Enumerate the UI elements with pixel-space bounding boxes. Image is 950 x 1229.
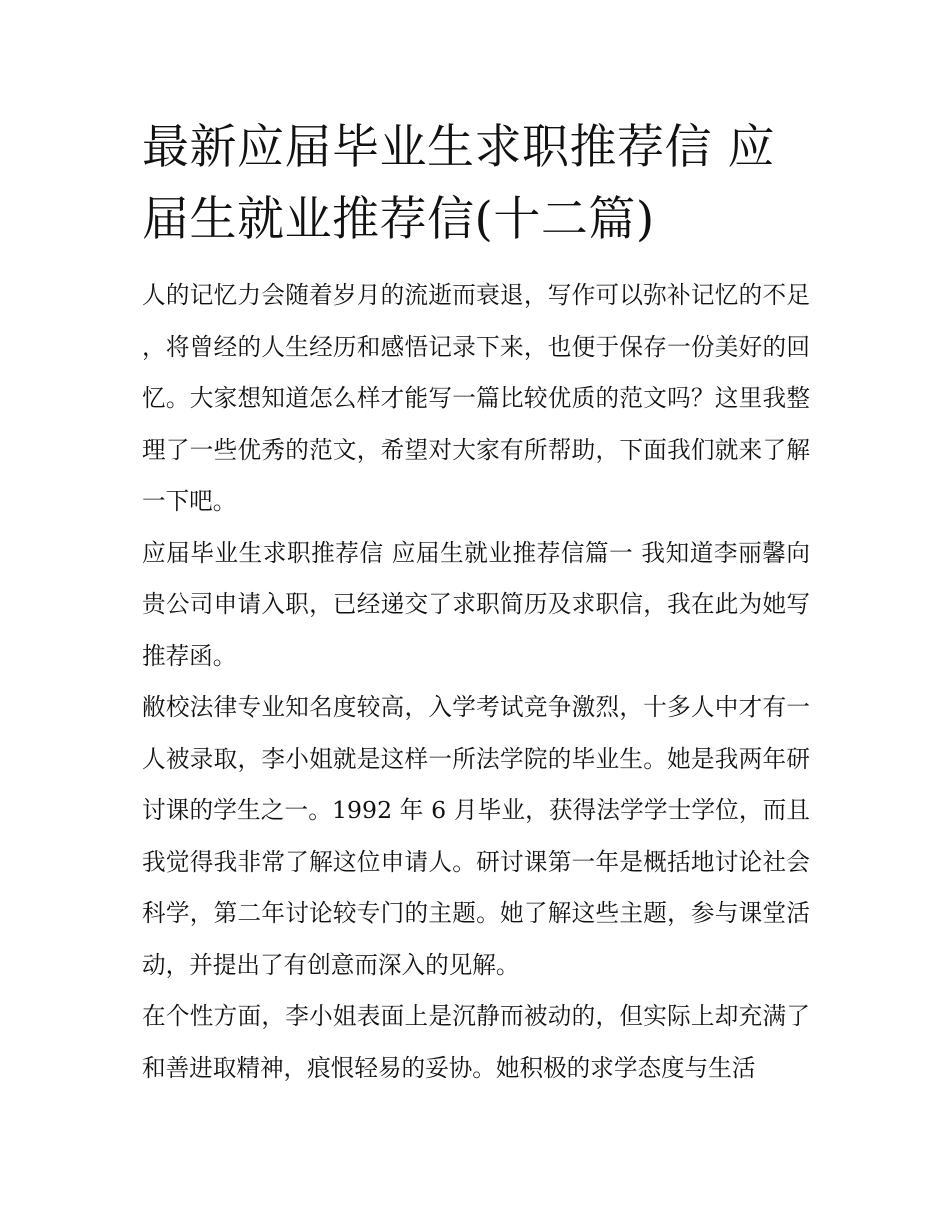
intro-paragraph: 人的记忆力会随着岁月的流逝而衰退，写作可以弥补记忆的不足，将曾经的人生经历和感悟记录下来，也便于保存一份美好的回忆。大家想知道怎么样才能写一篇比较优质的范文吗？这里我整理了一些优秀的范文，希望对大家有所帮助，下面我们就来了解一下吧。 (142, 281, 810, 515)
document-body (142, 270, 810, 1094)
document-title: 最新应届毕业生求职推荐信 应届生就业推荐信(十二篇) (142, 120, 775, 247)
document-content (142, 112, 810, 1094)
recommendation-opening-paragraph: 应届毕业生求职推荐信 应届生就业推荐信篇一 我知道李丽馨向贵公司申请入职，已经递交了求职简历及求职信，我在此为她写推荐函。 (142, 538, 810, 670)
academic-background-paragraph: 敝校法律专业知名度较高，入学考试竞争激烈，十多人中才有一人被录取，李小姐就是这样一所法学院的毕业生。她是我两年研讨课的学生之一。1992 年 6 月毕业，获得法学学士学位，而且我觉得我非常了解这位申请人。研讨课第一年是概括地讨论社会科学，第二年讨论较专门的主题。她了解这些主题，参与课堂活动，并提出了有创意而深入的见解。 (142, 693, 810, 979)
personality-paragraph: 在个性方面，李小姐表面上是沉静而被动的，但实际上却充满了和善进取精神，痕恨轻易的妥协。她积极的求学态度与生活 (142, 1002, 810, 1082)
